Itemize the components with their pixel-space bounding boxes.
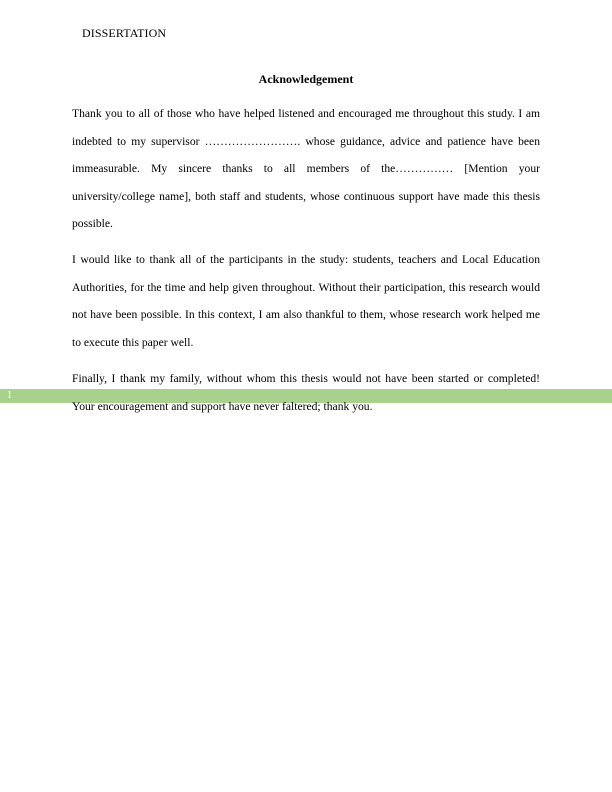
page-number: 1 — [7, 390, 12, 401]
paragraph-3: Finally, I thank my family, without whom this thesis would not have been started or completed! Your encouragement and support have never faltered; thank you. — [72, 372, 540, 413]
running-header: DISSERTATION — [82, 26, 167, 40]
paragraph-1: Thank you to all of those who have helped listened and encouraged me throughout this study. I am indebted to my supervisor ……………………. whose guidance, advice and patience have been immeasurable. My sincere thanks to all members of the…………… [Mention your university/college name], both staff and students, whose continuous support have made this thesis possible. — [72, 107, 540, 231]
page-title: Acknowledgement — [258, 72, 354, 86]
paragraph-2: I would like to thank all of the participants in the study: students, teachers and Local Education Authorities, for the time and help given throughout. Without their participation, this research would not have been possible. In this context, I am also thankful to them, whose research work helped me to execute this paper well. — [72, 253, 540, 349]
